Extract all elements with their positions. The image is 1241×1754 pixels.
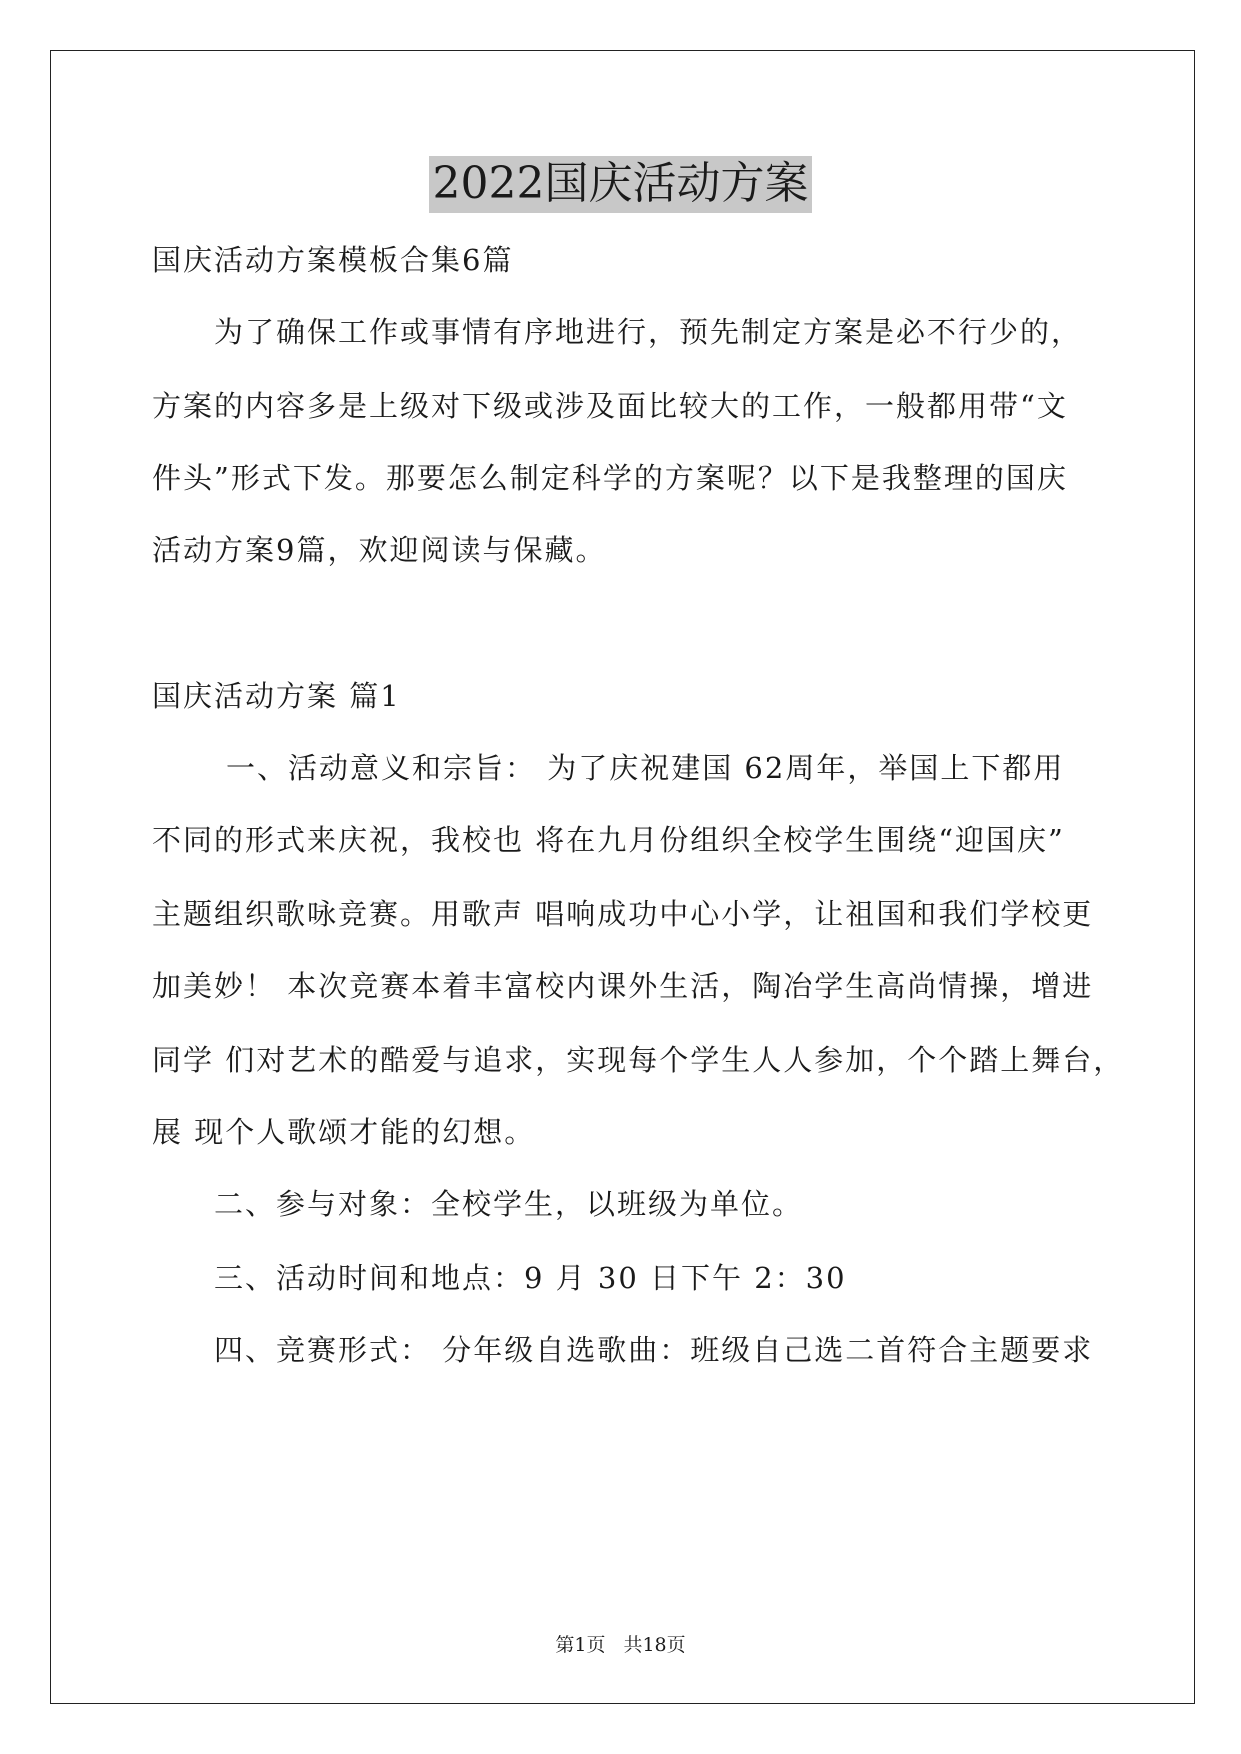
title-container — [0, 156, 1241, 213]
page-footer — [0, 1630, 1241, 1657]
page-border — [50, 50, 1195, 1704]
section1-line: 不同的形式来庆祝，我校也 将在九月份组织全校学生围绕“迎国庆” — [152, 823, 1065, 857]
section1-line: 加美妙！ 本次竞赛本着丰富校内课外生活，陶冶学生高尚情操，增进 — [152, 969, 1094, 1003]
item-3: 三、活动时间和地点：9 月 30 日下午 2：30 — [214, 1261, 847, 1295]
intro-line: 方案的内容多是上级对下级或涉及面比较大的工作，一般都用带“文 — [152, 389, 1068, 423]
section1-line: 一、活动意义和宗旨： 为了庆祝建国 62周年，举国上下都用 — [226, 751, 1065, 785]
intro-line: 为了确保工作或事情有序地进行，预先制定方案是必不行少的， — [214, 315, 1083, 349]
section1-line: 同学 们对艺术的酷爱与追求，实现每个学生人人参加，个个踏上舞台， — [152, 1043, 1125, 1077]
intro-line: 活动方案9篇，欢迎阅读与保藏。 — [152, 533, 607, 567]
page-number: 第1页 — [555, 1634, 606, 1656]
section-heading: 国庆活动方案 篇1 — [152, 679, 401, 713]
section1-line: 主题组织歌咏竞赛。用歌声 唱响成功中心小学，让祖国和我们学校更 — [152, 897, 1094, 931]
item-4: 四、竞赛形式： 分年级自选歌曲：班级自己选二首符合主题要求 — [214, 1333, 1094, 1367]
page-total: 共18页 — [623, 1634, 686, 1656]
section1-line: 展 现个人歌颂才能的幻想。 — [152, 1115, 536, 1149]
document-subtitle: 国庆活动方案模板合集6篇 — [152, 243, 514, 277]
document-title: 2022国庆活动方案 — [429, 156, 813, 213]
item-2: 二、参与对象：全校学生，以班级为单位。 — [214, 1187, 804, 1221]
intro-line: 件头”形式下发。那要怎么制定科学的方案呢？以下是我整理的国庆 — [152, 461, 1068, 495]
